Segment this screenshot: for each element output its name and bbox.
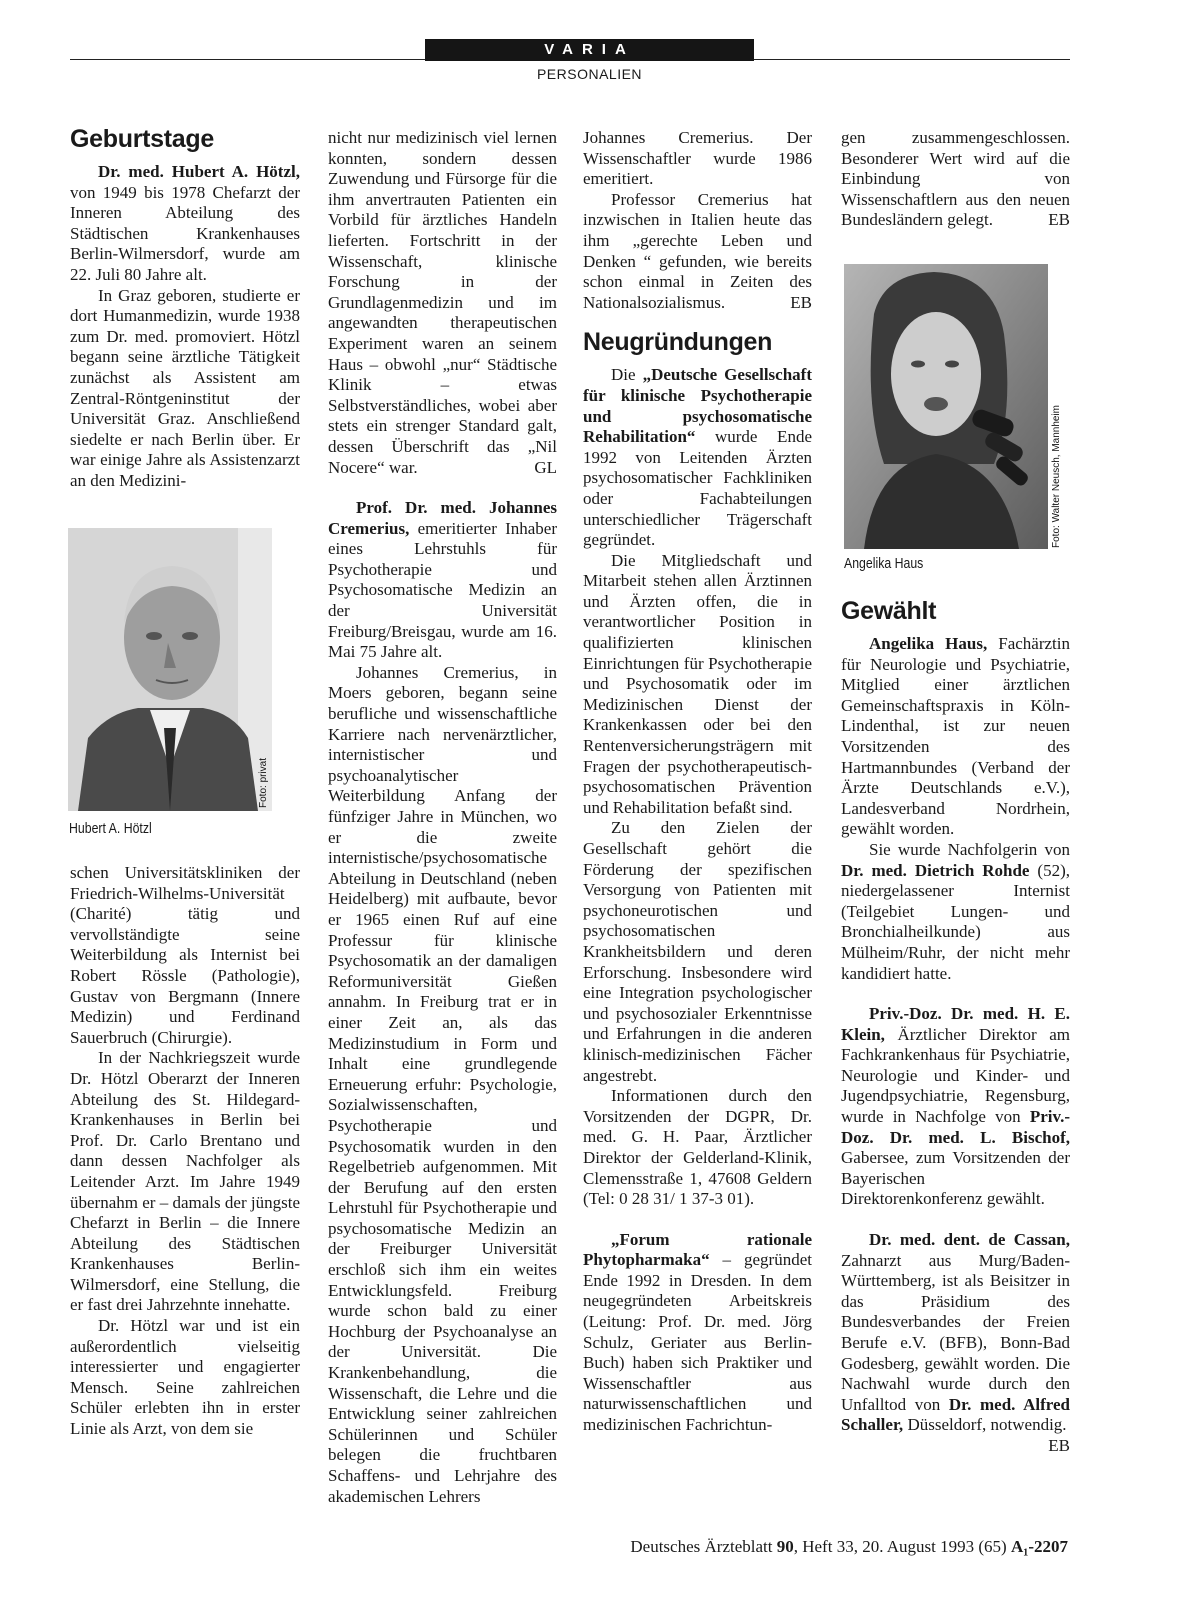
heading-gewaehlt: Gewählt (841, 597, 937, 625)
journal-name: Deutsches Ärzteblatt (630, 1537, 777, 1556)
column-1-continued (70, 863, 300, 1440)
photo-caption-hoetzl: Hubert A. Hötzl (69, 820, 152, 837)
article-dgpr-intro: Die „Deutsche Gesellschaft für klinische Psychotherapie und psychosomatische Rehabilitation“ wurde Ende 1992 von Leitenden Ärzten psychosomatischer Fachkliniken oder Fachabteilungen unterschiedlicher Trägerschaft gegründet. (583, 365, 812, 550)
paragraph: Johannes Cremerius. Der Wissenschaftler wurde 1986 emeritiert. (583, 128, 812, 189)
author-signature: EB (790, 292, 812, 312)
page-footer (630, 1537, 1068, 1557)
person-name: Dr. med. Dietrich Rohde (841, 860, 1030, 880)
article-cassan-intro: Dr. med. dent. de Cassan, Zahnarzt aus Murg/Baden-Württemberg, ist als Beisitzer in das Präsidium des Bundesverbandes der Freien Berufe e.V. (BFB), Bonn-Bad Godesberg, gewählt worden. Die Nachwahl wurde durch den Unfalltod von Dr. med. Alfred Schaller, Düsseldorf, notwendig. EB (841, 1230, 1071, 1455)
photo-credit-hoetzl: Foto: privat (258, 757, 269, 808)
column-3 (583, 128, 812, 1436)
person-name: Angelika Haus, (869, 634, 988, 653)
section-title: VARIA (425, 39, 754, 61)
paragraph: Professor Cremerius hat inzwischen in Italien heute das ihm „gerechte Leben und Denken “ gefunden, wie bereits schon einmal in Zeiten des Nationalsozialismus. EB (583, 189, 812, 312)
paragraph: gen zusammengeschlossen. Besonderer Wert wird auf die Einbindung von Wissenschaftlern aus den neuen Bundesländern gelegt. EB (841, 128, 1070, 230)
paragraph: schen Universitätskliniken der Friedrich-Wilhelms-Universität (Charité) tätig und vervollständigte seine Weiterbildung als Internist bei Robert Rössle (Pathologie), Gustav von Bergmann (Innere Medizin) und Ferdinand Sauerbruch (Chirurgie). (70, 863, 300, 1047)
organization-name: „Deutsche Gesellschaft für klinische Psychotherapie und psychosomatische Rehabilitation“ (583, 365, 812, 447)
portrait-image (68, 528, 272, 811)
subsection-title: PERSONALIEN (536, 66, 643, 82)
paragraph: nicht nur medizinisch viel lernen konnten, sondern dessen Zuwendung und Fürsorge für die ihm anvertrauten Patienten ein Vorbild für ärztliches Handeln lieferten. Fortschritt in der Wissenschaft, klinische Forschung in der Grundlagenmedizin und im angewandten therapeutischen Experiment waren an seinem Haus – obwohl „nur“ Städtische Klinik – etwas Selbstverständliches, wobei aber stets ein strenger Standard galt, dessen Überschrift das „Nil Nocere“ war. GL (328, 128, 557, 477)
portrait-image (844, 264, 1048, 549)
column-4-continued (841, 596, 1070, 1457)
paragraph: In der Nachkriegszeit wurde Dr. Hötzl Oberarzt der Inneren Abteilung des St. Hildegard-Krankenhauses in Berlin bei Prof. Dr. Carlo Brentano und dann dessen Nachfolger als Leitender Arzt. Im Jahre 1949 übernahm er – damals der jüngste Chefarzt in Berlin – die Innere Abteilung des Städtischen Krankenhauses Berlin-Wilmersdorf, eine Stellung, die er fast drei Jahrzehnte innehatte. (70, 1048, 300, 1315)
author-signature: EB (1048, 210, 1070, 230)
author-signature: EB (1048, 1435, 1070, 1455)
column-1 (70, 124, 300, 492)
photo-credit-haus: Foto: Walter Neusch, Mannheim (1051, 404, 1062, 548)
column-2 (328, 128, 557, 1507)
paragraph: Sie wurde Nachfolgerin von Dr. med. Dietrich Rohde (52), niedergelassener Internist (Teilgebiet Lungen- und Bronchialheilkunde) aus Mülheim/Ruhr, der nicht mehr kandidiert hatte. (841, 839, 1070, 983)
article-cremerius-intro: Prof. Dr. med. Johannes Cremerius, emeritierter Inhaber eines Lehrstuhls für Psychotherapie und Psychosomatische Medizin an der Universität Freiburg/Breisgau, wurde am 16. Mai 75 Jahre alt. (328, 498, 557, 662)
person-name: Dr. med. Alfred Schaller, (841, 1394, 1071, 1435)
photo-caption-haus: Angelika Haus (844, 555, 924, 572)
paragraph: Informationen durch den Vorsitzenden der DGPR, Dr. med. G. H. Paar, Ärztlicher Direktor der Gelderland-Klinik, Clemensstraße 1, 47608 Geldern (Tel: 0 28 31/ 1 37-3 01). (583, 1086, 812, 1209)
person-name: Dr. med. Hubert A. Hötzl, (98, 162, 300, 181)
paragraph: Dr. Hötzl war und ist ein außerordentlich vielseitig interessierter und engagierter Mensch. Seine zahlreichen Schüler erlebten ihn in erster Linie als Arzt, von dem sie (70, 1316, 300, 1439)
journal-volume: 90 (776, 1537, 794, 1556)
portrait-photo-haus (844, 264, 1048, 549)
person-name: Priv.-Doz. Dr. med. H. E. Klein, (841, 1004, 1070, 1044)
article-hoetzl-intro: Dr. med. Hubert A. Hötzl, von 1949 bis 1978 Chefarzt der Inneren Abteilung des Städtischen Krankenhauses Berlin-Wilmersdorf, wurde am 22. Juli 80 Jahre alt. (70, 162, 300, 284)
page-number: A₁-2207 (1010, 1537, 1068, 1556)
heading-geburtstage: Geburtstage (70, 125, 214, 153)
person-name: Prof. Dr. med. Johannes Cremerius, (328, 498, 557, 538)
article-klein-intro: Priv.-Doz. Dr. med. H. E. Klein, Ärztlicher Direktor am Fachkrankenhaus für Psychiatrie, Neurologie und Kinder- und Jugendpsychiatrie, Regensburg, wurde in Nachfolge von Priv.-Doz. Dr. med. L. Bischof, Gabersee, zum Vorsitzenden der Bayerischen Direktorenkonferenz gewählt. (841, 1004, 1070, 1209)
header-rule-left (70, 59, 425, 60)
column-4 (841, 128, 1070, 231)
author-signature: GL (534, 457, 557, 477)
portrait-photo-hoetzl (68, 528, 272, 811)
paragraph: In Graz geboren, studierte er dort Humanmedizin, wurde 1938 zum Dr. med. promoviert. Hötzl begann seine ärztliche Tätigkeit zunächst als Assistent am Zentral-Röntgeninstitut der Universität Graz. Anschließend siedelte er nach Berlin über. Er war einige Jahre als Assistenzarzt an den Medizini- (70, 285, 300, 490)
header-rule-right (754, 59, 1070, 60)
person-name: Dr. med. dent. de Cassan, (869, 1230, 1070, 1250)
journal-issue: , Heft 33, 20. August 1993 (65) (793, 1537, 1011, 1556)
paragraph: Die Mitgliedschaft und Mitarbeit stehen allen Ärztinnen und Ärzten offen, die in verantwortlicher Position in qualifizierten klinischen Einrichtungen für Psychotherapie und Psychosomatik oder im Medizinischen Dienst der Krankenkassen oder bei den Rentenversicherungsträgern mit Fragen der psychotherapeutisch-psychosomatischen Prävention und Rehabilitation befaßt sind. (583, 550, 812, 817)
article-haus-intro: Angelika Haus, Fachärztin für Neurologie und Psychiatrie, Mitglied einer ärztlichen Gemeinschaftspraxis in Köln-Lindenthal, ist zur neuen Vorsitzenden des Hartmannbundes (Verband der Ärzte Deutschlands e.V.), Landesverband Nordrhein, gewählt worden. (841, 634, 1070, 839)
article-forum-intro: „Forum rationale Phytopharmaka“ – gegründet Ende 1992 in Dresden. In dem neugegründeten Arbeitskreis (Leitung: Prof. Dr. med. Jörg Schulz, Geriater aus Berlin-Buch) haben sich Praktiker und Wissenschaftler aus naturwissenschaftlichen und medizinischen Fachrichtun- (583, 1229, 812, 1435)
person-name: Priv.-Doz. Dr. med. L. Bischof, (841, 1107, 1070, 1147)
organization-name: „Forum rationale Phytopharmaka“ (583, 1229, 812, 1270)
paragraph: Johannes Cremerius, in Moers geboren, begann seine berufliche und wissenschaftliche Karriere nach nervenärztlicher, internistischer und psychoanalytischer Weiterbildung Anfang der fünfziger Jahre in München, wo er die zweite internistische/psychosomatische Abteilung in Deutschland (neben Heidelberg) mit aufbaute, bevor er 1965 einen Ruf auf eine Professur für klinische Psychosomatik an der damaligen Reformuniversität Gießen annahm. In Freiburg trat er in einer Zeit an, als das Medizinstudium in Form und Inhalt eine grundlegende Erneuerung erfuhr: Psychologie, Sozialwissenschaften, Psychotherapie und Psychosomatik wurden in den Regelbetrieb aufgenommen. Mit der Berufung auf den ersten Lehrstuhl für Psychotherapie und psychosomatische Medizin an der Freiburger Universität erschloß sich ihm ein weites Entwicklungsfeld. Freiburg wurde schon bald zu einer Hochburg der Psychoanalyse an der Universität. Die Krankenbehandlung, die Wissenschaft, die Lehre und die Entwicklung seiner zahlreichen Schülerinnen und Schüler belegen die fruchtbaren Schaffens- und Lehrjahre des akademischen Lehrers (328, 662, 557, 1506)
heading-neugruendungen: Neugründungen (583, 328, 773, 357)
paragraph: Zu den Zielen der Gesellschaft gehört die Förderung der spezifischen Versorgung von Patienten mit psychoneurotischen und psychosomatischen Krankheitsbildern und deren Erforschung. Insbesondere wird eine Integration psychologischer und psychosozialer Erkenntnisse und Erfahrungen in die anderen klinisch-medizinischen Fächer angestrebt. (583, 818, 812, 1085)
